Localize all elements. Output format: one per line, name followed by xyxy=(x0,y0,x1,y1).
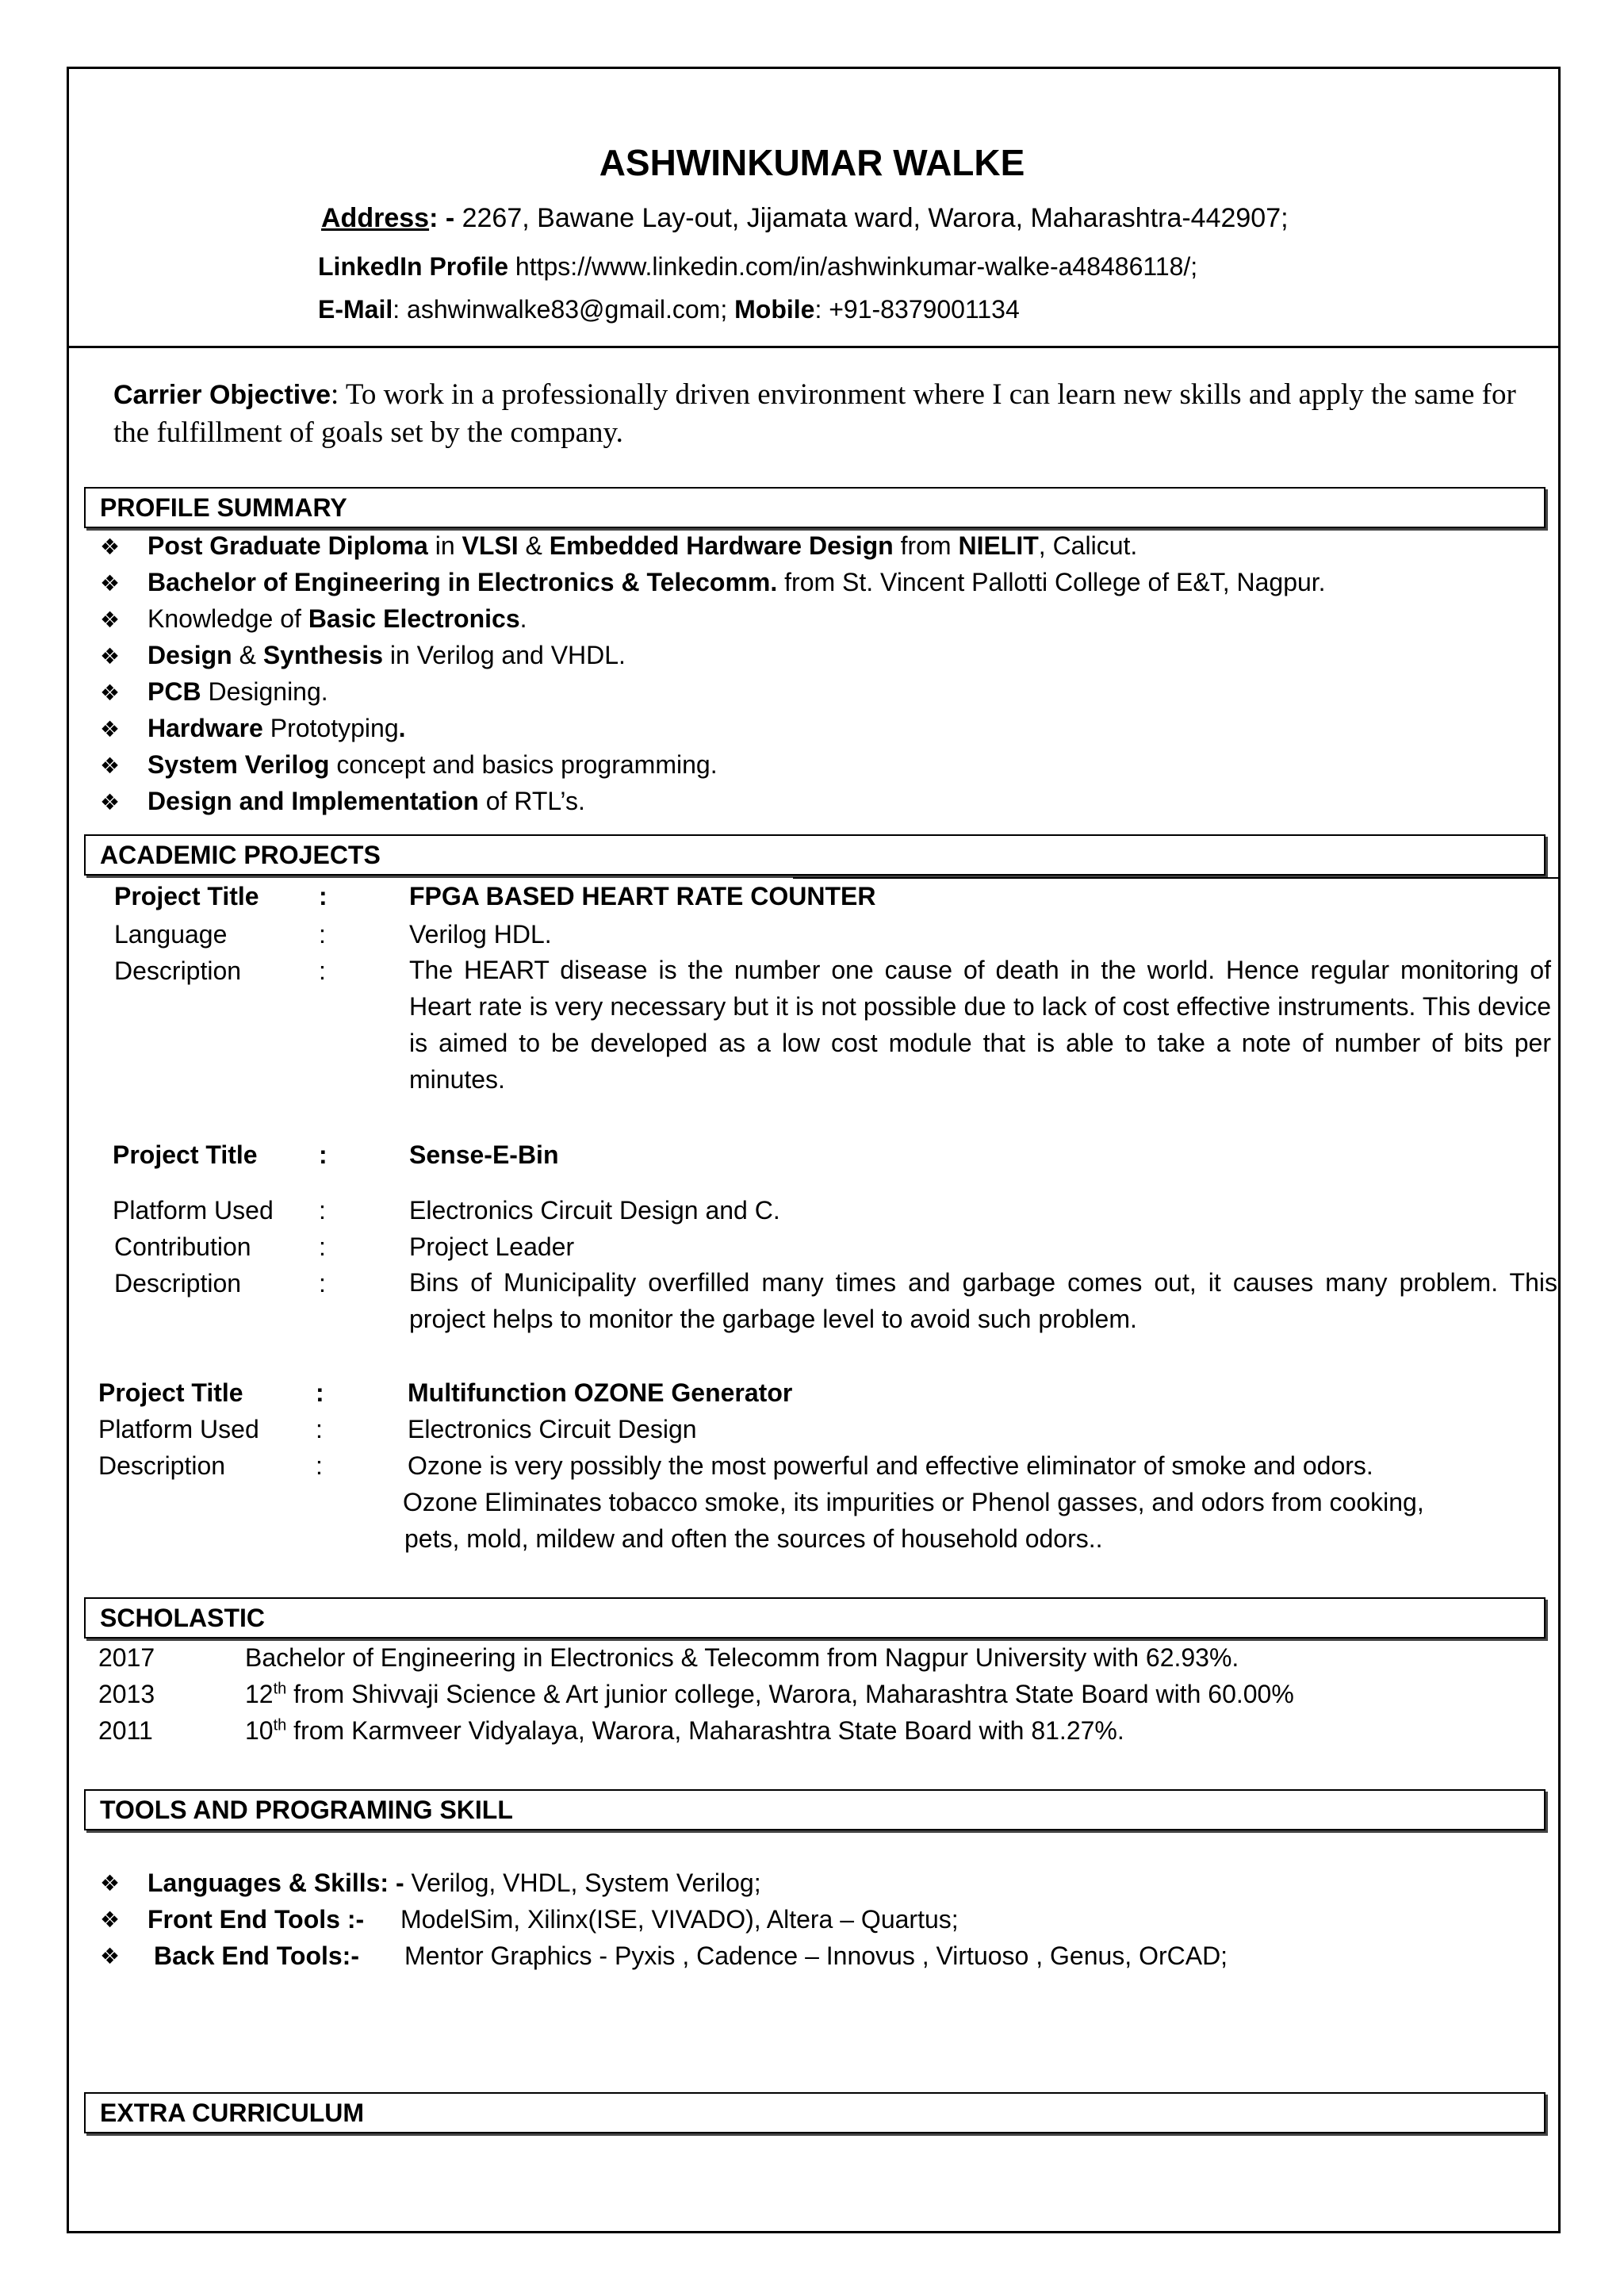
linkedin-line xyxy=(318,252,1197,282)
project3-label: Project Title xyxy=(98,1378,243,1407)
header-divider xyxy=(67,346,1561,348)
address-label: Address xyxy=(321,203,430,233)
scholastic-year: 2017 xyxy=(98,1643,155,1672)
project2-colon-4: : xyxy=(319,1269,326,1297)
mobile-label: Mobile xyxy=(734,295,815,324)
profile-item-text: Hardware xyxy=(147,714,263,742)
profile-item xyxy=(100,568,1326,597)
profile-item xyxy=(100,604,527,634)
section-tools: TOOLS AND PROGRAMING SKILL xyxy=(84,1789,1545,1830)
project3-platform-label: Platform Used xyxy=(98,1415,259,1443)
career-objective xyxy=(113,376,1541,452)
section-extra-curriculum: EXTRA CURRICULUM xyxy=(84,2092,1545,2133)
profile-item-text: Embedded Hardware Design xyxy=(549,531,894,560)
project1-lang: Verilog HDL. xyxy=(409,920,552,949)
profile-item-text: , Calicut. xyxy=(1038,531,1138,560)
address-line xyxy=(321,203,1289,234)
project1-colon-2: : xyxy=(319,920,326,949)
tool-label: Back End Tools:- xyxy=(154,1941,359,1970)
profile-item-text: NIELIT xyxy=(958,531,1039,560)
profile-item-text: System Verilog xyxy=(147,750,330,779)
email-value[interactable]: : ashwinwalke83@gmail.com; xyxy=(393,295,735,324)
project2-label: Project Title xyxy=(113,1140,258,1169)
section-profile-summary: PROFILE SUMMARY xyxy=(84,487,1545,528)
scholastic-detail-text: Bachelor of Engineering in Electronics & Telecomm from Nagpur University with 62.93%. xyxy=(245,1643,1239,1672)
bullet-icon: ❖ xyxy=(100,1907,121,1932)
section-rule xyxy=(793,877,1561,879)
profile-item-text: in xyxy=(427,531,462,560)
profile-item xyxy=(100,787,585,816)
bullet-icon: ❖ xyxy=(100,717,121,742)
bullet-icon: ❖ xyxy=(100,1871,121,1895)
scholastic-detail-text: from Karmveer Vidyalaya, Warora, Maharashtra State Board with 81.27%. xyxy=(286,1716,1124,1745)
bullet-icon: ❖ xyxy=(100,571,121,596)
profile-item-text: Post Graduate Diploma xyxy=(147,531,428,560)
profile-item-text: PCB xyxy=(147,677,201,706)
tool-label: Languages & Skills: - xyxy=(147,1869,404,1897)
project1-title: FPGA BASED HEART RATE COUNTER xyxy=(409,882,876,910)
profile-item-text: from xyxy=(893,531,959,560)
project1-colon-3: : xyxy=(319,956,326,985)
profile-item xyxy=(100,714,406,743)
project1-desc-label: Description xyxy=(114,956,242,985)
profile-item-text: Prototyping xyxy=(262,714,399,742)
scholastic-detail xyxy=(245,1680,1294,1709)
profile-item-text: of RTL’s. xyxy=(478,787,585,815)
project3-colon: : xyxy=(316,1378,324,1407)
profile-item-text: . xyxy=(398,714,406,742)
profile-item-text: Basic Electronics xyxy=(308,604,520,633)
profile-item-text: Design and Implementation xyxy=(147,787,479,815)
profile-item-text: concept and basics programming. xyxy=(329,750,718,779)
objective-text: : To work in a professionally driven environment where I can learn new skills and apply the same for the fulfillment of goals set by the company. xyxy=(113,378,1516,449)
objective-label: Carrier Objective xyxy=(113,380,331,410)
contact-line xyxy=(318,295,1020,324)
section-scholastic: SCHOLASTIC xyxy=(84,1597,1545,1639)
address-value: 2267, Bawane Lay-out, Jijamata ward, Warora, Maharashtra-442907; xyxy=(462,203,1289,233)
project2-title: Sense-E-Bin xyxy=(409,1140,559,1169)
email-label: E-Mail xyxy=(318,295,393,324)
tool-value: Mentor Graphics - Pyxis , Cadence – Innovus , Virtuoso , Genus, OrCAD; xyxy=(404,1941,1228,1970)
project3-desc-3: pets, mold, mildew and often the sources of household odors.. xyxy=(404,1524,1103,1553)
tool-item xyxy=(154,1941,359,1971)
project2-contrib: Project Leader xyxy=(409,1232,575,1261)
profile-item xyxy=(100,750,718,780)
project2-desc-label: Description xyxy=(114,1269,242,1297)
scholastic-year: 2011 xyxy=(98,1716,153,1745)
profile-item-text: in Verilog and VHDL. xyxy=(382,641,626,669)
scholastic-detail-text: 12 xyxy=(245,1680,274,1708)
bullet-icon: ❖ xyxy=(100,608,121,632)
ordinal-suffix: th xyxy=(273,1680,287,1698)
profile-item-text: Design xyxy=(147,641,232,669)
bullet-icon: ❖ xyxy=(100,535,121,559)
tool-value: ModelSim, Xilinx(ISE, VIVADO), Altera – Quartus; xyxy=(400,1905,959,1934)
bullet-icon: ❖ xyxy=(100,644,121,669)
tool-label: Front End Tools :- xyxy=(147,1905,365,1934)
profile-item-text: VLSI xyxy=(462,531,519,560)
project2-description: Bins of Municipality overfilled many times and garbage comes out, it causes many problem. This project helps to monitor the garbage level to avoid such problem. xyxy=(409,1268,1557,1333)
project2-contrib-label: Contribution xyxy=(114,1232,251,1261)
bullet-icon: ❖ xyxy=(100,790,121,815)
project1-label: Project Title xyxy=(114,882,259,910)
profile-item xyxy=(100,641,626,670)
scholastic-detail xyxy=(245,1643,1239,1673)
project3-platform: Electronics Circuit Design xyxy=(408,1415,697,1443)
bullet-icon: ❖ xyxy=(100,680,121,705)
profile-item-text: & xyxy=(232,641,263,669)
project1-lang-label: Language xyxy=(114,920,228,949)
profile-item-text: Bachelor of Engineering in Electronics & Telecomm. xyxy=(147,568,778,596)
project2-colon-2: : xyxy=(319,1196,326,1225)
linkedin-label: LinkedIn Profile xyxy=(318,252,509,281)
bullet-icon: ❖ xyxy=(100,1944,121,1968)
project3-desc-label: Description xyxy=(98,1451,226,1480)
section-academic-projects: ACADEMIC PROJECTS xyxy=(84,834,1545,876)
scholastic-detail-text: from Shivvaji Science & Art junior college, Warora, Maharashtra State Board with 60.00% xyxy=(286,1680,1294,1708)
project2-platform-label: Platform Used xyxy=(113,1196,274,1225)
profile-item-text: from St. Vincent Pallotti College of E&T, Nagpur. xyxy=(777,568,1326,596)
profile-item-text: & xyxy=(518,531,550,560)
project2-colon-3: : xyxy=(319,1232,326,1261)
profile-item xyxy=(100,531,1137,561)
project2-colon: : xyxy=(319,1140,327,1169)
scholastic-detail-text: 10 xyxy=(245,1716,274,1745)
candidate-name: ASHWINKUMAR WALKE xyxy=(599,142,1025,183)
profile-item xyxy=(100,677,328,707)
tool-item xyxy=(147,1905,364,1934)
mobile-value: : +91-8379001134 xyxy=(814,295,1020,324)
address-sep: : - xyxy=(429,203,462,233)
scholastic-detail xyxy=(245,1716,1124,1746)
profile-item-text: . xyxy=(519,604,527,633)
bullet-icon: ❖ xyxy=(100,753,121,778)
scholastic-year: 2013 xyxy=(98,1680,155,1708)
ordinal-suffix: th xyxy=(273,1716,287,1734)
project3-desc-1: Ozone is very possibly the most powerful and effective eliminator of smoke and odors. xyxy=(408,1451,1373,1480)
tool-item xyxy=(147,1869,761,1898)
linkedin-url[interactable]: https://www.linkedin.com/in/ashwinkumar-walke-a48486118/; xyxy=(508,252,1198,281)
project3-desc-2: Ozone Eliminates tobacco smoke, its impurities or Phenol gasses, and odors from cooking, xyxy=(403,1488,1424,1516)
project1-description: The HEART disease is the number one cause of death in the world. Hence regular monitoring of Heart rate is very necessary but it is not possible due to lack of cost effective instruments. This device is aimed to be developed as a low cost module that is able to take a note of number of bits per minutes. xyxy=(409,956,1551,1094)
profile-item-text: Knowledge of xyxy=(147,604,308,633)
profile-item-text: Designing. xyxy=(201,677,328,706)
project3-colon-2: : xyxy=(316,1415,323,1443)
profile-item-text: Synthesis xyxy=(262,641,383,669)
project1-colon: : xyxy=(319,882,327,910)
project3-colon-3: : xyxy=(316,1451,323,1480)
project2-platform: Electronics Circuit Design and C. xyxy=(409,1196,780,1225)
tool-value: Verilog, VHDL, System Verilog; xyxy=(404,1869,761,1897)
project3-title: Multifunction OZONE Generator xyxy=(408,1378,793,1407)
